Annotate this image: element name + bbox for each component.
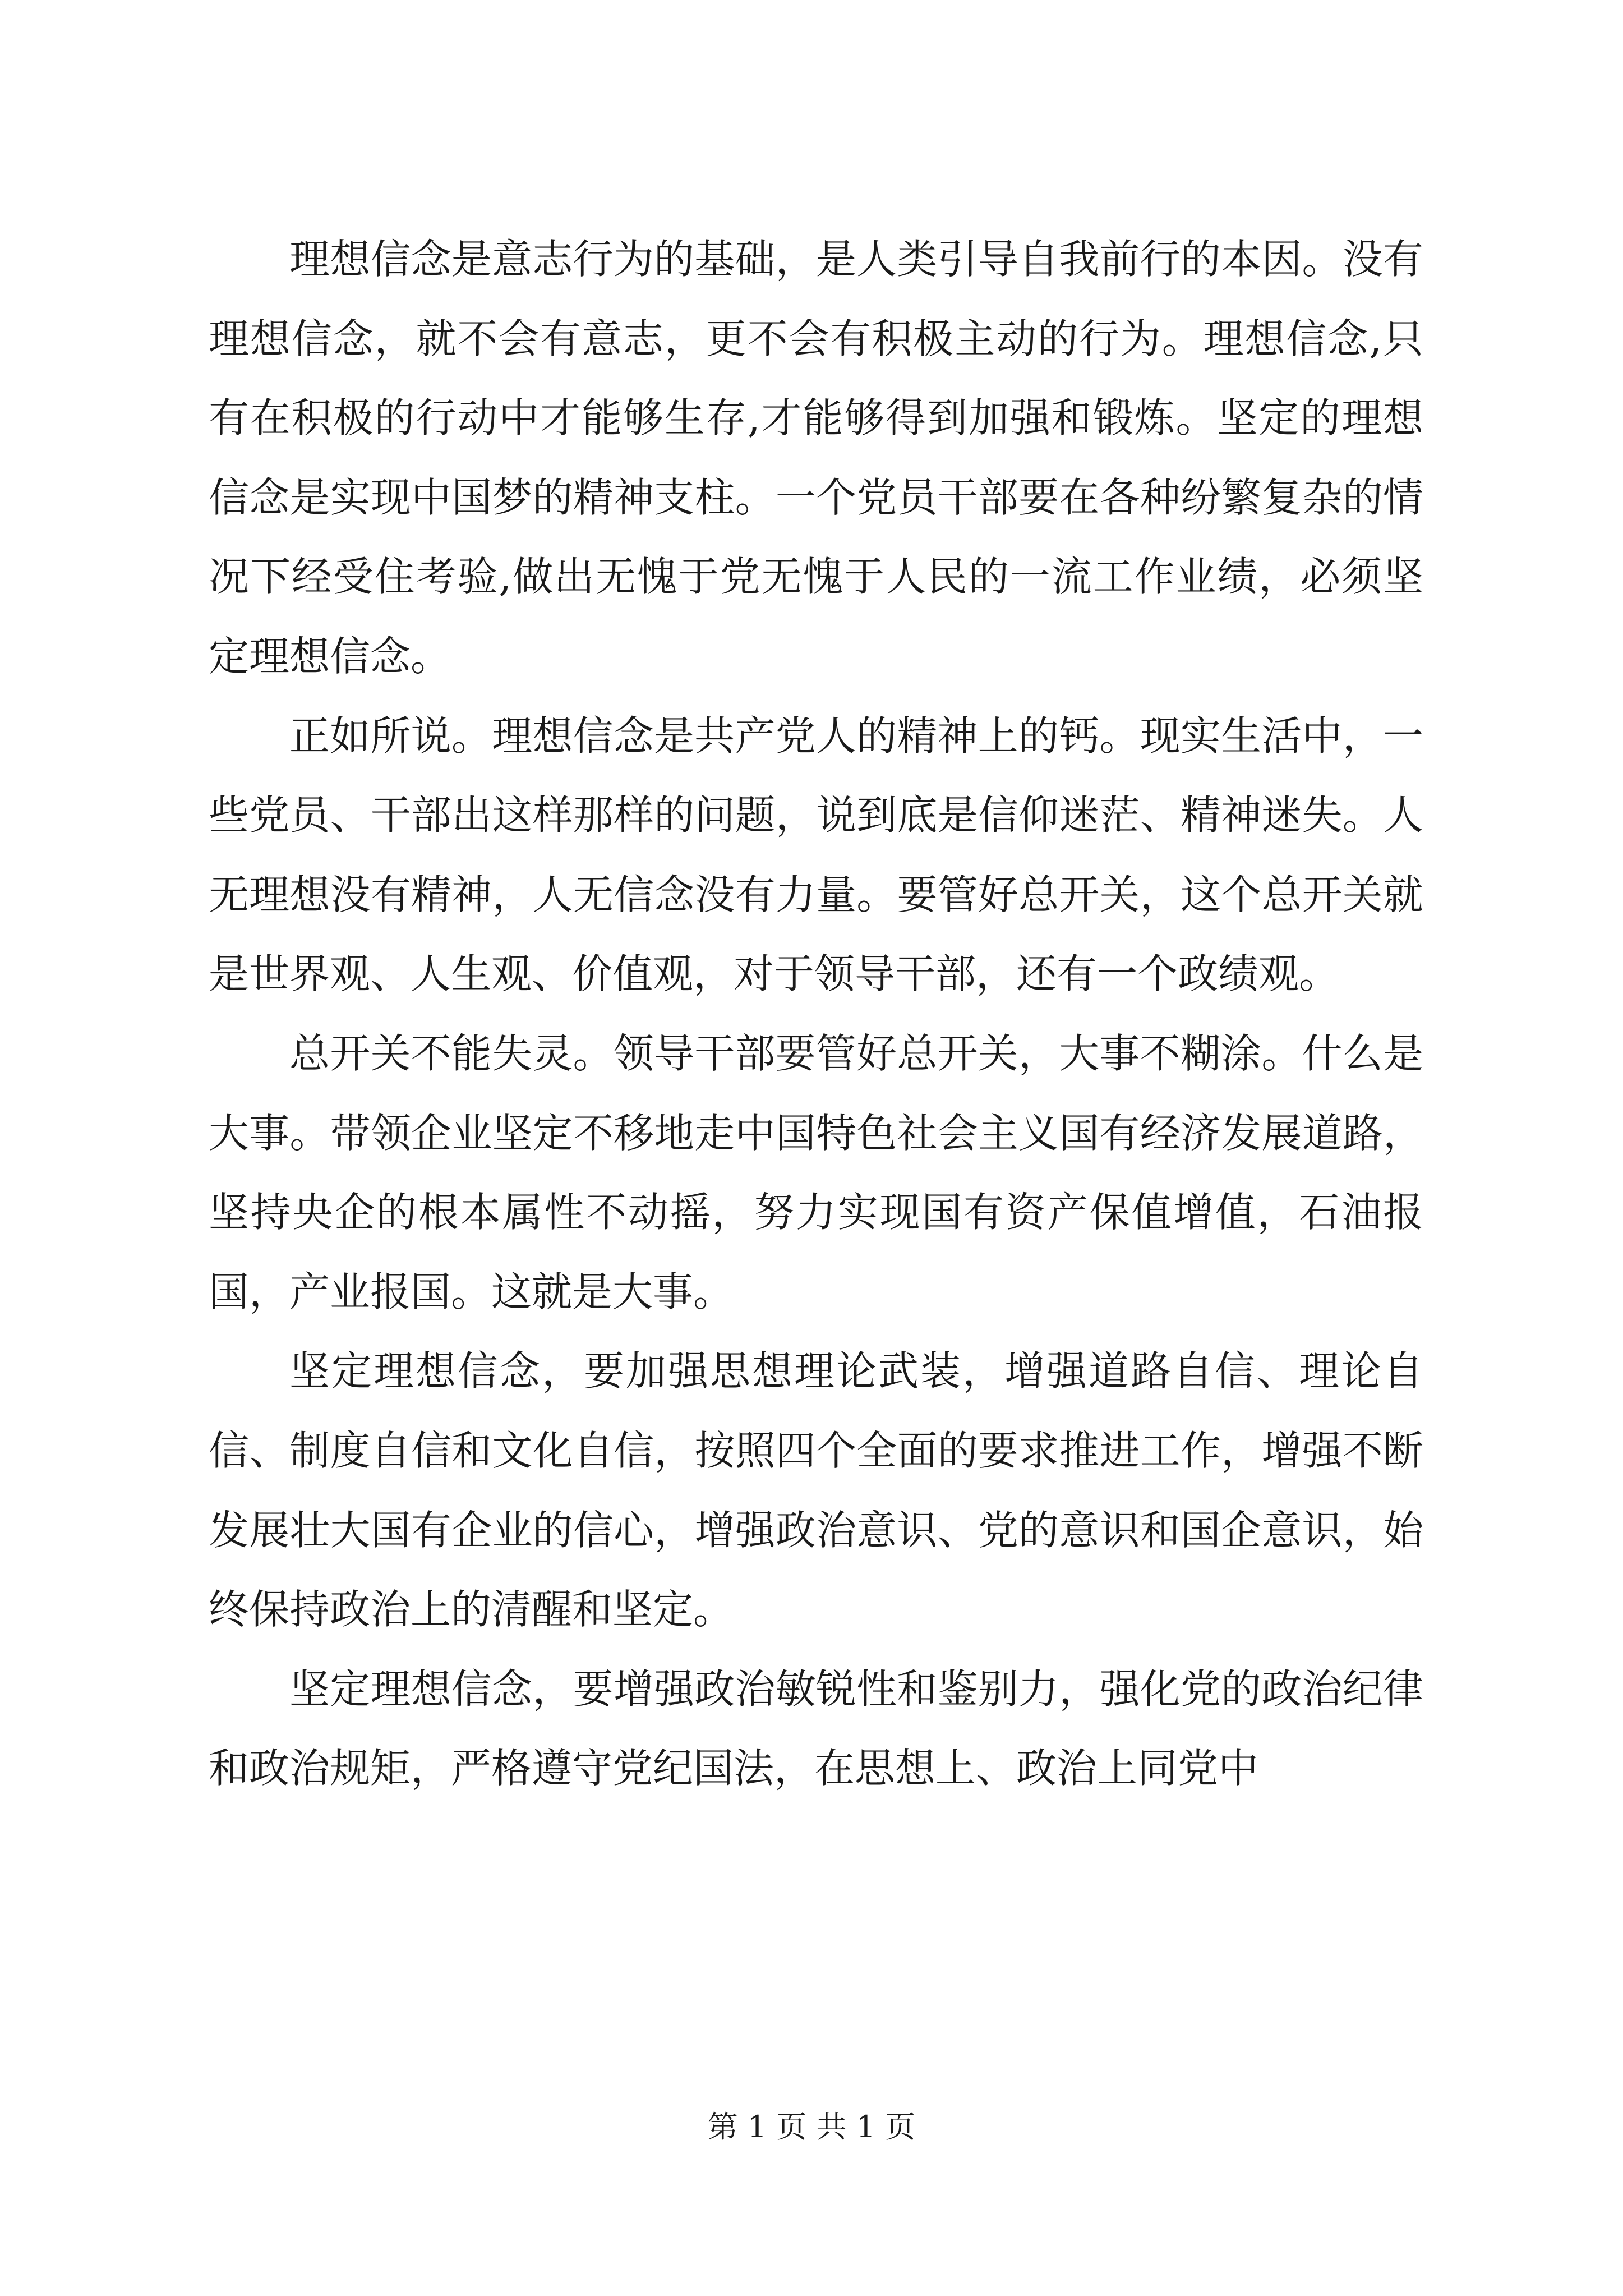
paragraph-1: 理想信念是意志行为的基础，是人类引导自我前行的本因。没有理想信念，就不会有意志，更不会有积极主动的行为。理想信念,只有在积极的行动中才能够生存,才能够得到加强和锻炼。坚定的理想信念是实现中国梦的精神支柱。一个党员干部要在各种纷繁复杂的情况下经受住考验,做出无愧于党无愧于人民的一流工作业绩，必须坚定理想信念。 [209, 236, 1423, 680]
body-text [209, 220, 1423, 1809]
page-number-footer: 第 1 页 共 1 页 [707, 2109, 916, 2145]
paragraph-3: 总开关不能失灵。领导干部要管好总开关，大事不糊涂。什么是大事。带领企业坚定不移地走中国特色社会主义国有经济发展道路，坚持央企的根本属性不动摇，努力实现国有资产保值增值，石油报国，产业报国。这就是大事。 [209, 1029, 1423, 1315]
paragraph-4: 坚定理想信念，要加强思想理论武装，增强道路自信、理论自信、制度自信和文化自信，按照四个全面的要求推进工作，增强不断发展壮大国有企业的信心，增强政治意识、党的意识和国企意识，始终保持政治上的清醒和坚定。 [209, 1347, 1423, 1634]
paragraph-5: 坚定理想信念，要增强政治敏锐性和鉴别力，强化党的政治纪律和政治规矩，严格遵守党纪国法，在思想上、政治上同党中 [209, 1665, 1423, 1792]
paragraph-2: 正如所说。理想信念是共产党人的精神上的钙。现实生活中，一些党员、干部出这样那样的问题，说到底是信仰迷茫、精神迷失。人无理想没有精神，人无信念没有力量。要管好总开关，这个总开关就是世界观、人生观、价值观，对于领导干部，还有一个政绩观。 [209, 712, 1423, 998]
